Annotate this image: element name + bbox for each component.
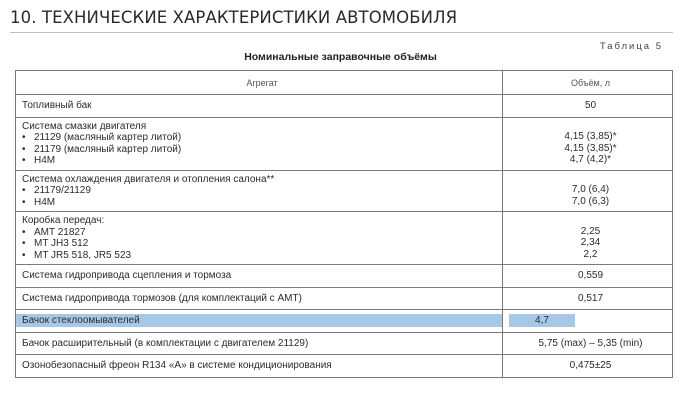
item-text: MT JR5 518, JR5 523 [34, 249, 132, 261]
item-value: 4,15 (3,85)* [564, 131, 617, 142]
table-row [16, 287, 673, 310]
page-title: 10. ТЕХНИЧЕСКИЕ ХАРАКТЕРИСТИКИ АВТОМОБИЛЯ [10, 8, 458, 27]
item-text: 21129 (масляный картер литой) [34, 132, 182, 143]
bullet-icon: • [22, 226, 26, 238]
row-label: Система смазки двигателя [22, 120, 147, 132]
column-header-volume: Объём, л [503, 71, 673, 95]
row-group [16, 170, 503, 212]
title-divider [10, 32, 673, 33]
bullet-icon: • [22, 155, 26, 166]
fill-volumes-table [15, 70, 673, 378]
row-label: Система гидропривода тормозов (для комплектаций с АМТ) [16, 287, 503, 310]
row-value-cell [503, 310, 673, 333]
row-value: 4,7 [509, 314, 575, 327]
row-value: 0,517 [503, 287, 673, 310]
list-item [22, 197, 502, 209]
table-row [16, 117, 673, 170]
bullet-icon: • [22, 238, 26, 249]
row-label: Топливный бак [16, 95, 503, 118]
bullet-icon: • [22, 143, 26, 155]
table-row [16, 265, 673, 288]
table-row [16, 170, 673, 212]
table-row [16, 355, 673, 378]
list-item [22, 144, 502, 156]
table-row [16, 332, 673, 355]
item-text: H4M [34, 155, 56, 166]
item-text: MT JH3 512 [34, 238, 89, 249]
row-values [503, 212, 673, 265]
bullet-icon: • [22, 196, 26, 208]
row-label: Озонобезопасный фреон R134 «А» в системе кондиционирования [16, 355, 503, 378]
row-value: 5,75 (max) – 5,35 (min) [503, 332, 673, 355]
row-label-cell [16, 310, 503, 333]
table-number: Таблица 5 [599, 41, 663, 52]
table-header-row [16, 71, 673, 95]
row-values [503, 117, 673, 170]
item-value: 2,25 [580, 225, 601, 237]
bullet-icon: • [22, 132, 26, 143]
row-value: 0,475±25 [503, 355, 673, 378]
item-value: 2,2 [583, 248, 598, 260]
item-text: AMT 21827 [34, 226, 86, 238]
row-label: Бачок расширительный (в комплектации с двигателем 21129) [16, 332, 503, 355]
item-value: 7,0 (6,3) [571, 195, 610, 207]
list-item [22, 238, 502, 250]
row-label: Система гидропривода сцепления и тормоза [16, 265, 503, 288]
list-item [22, 132, 502, 144]
row-group [16, 212, 503, 265]
item-text: H4M [34, 196, 56, 208]
row-value: 50 [503, 95, 673, 118]
item-value: 4,7 (4,2)* [569, 154, 612, 165]
row-label: Коробка передач: [22, 215, 105, 226]
row-value: 0,559 [503, 265, 673, 288]
row-label: Бачок стеклоомывателей [16, 314, 502, 327]
table-caption: Номинальные заправочные объёмы [244, 51, 437, 63]
item-text: 21179/21129 [34, 185, 91, 196]
bullet-icon: • [22, 185, 26, 196]
list-item [22, 155, 502, 167]
row-values [503, 170, 673, 212]
bullet-icon: • [22, 249, 26, 261]
column-header-aggregate: Агрегат [16, 71, 503, 95]
list-item [22, 227, 502, 239]
item-value: 2,34 [580, 237, 601, 248]
item-text: 21179 (масляный картер литой) [34, 143, 182, 155]
list-item [22, 185, 502, 197]
list-item [22, 250, 502, 262]
table-row [16, 212, 673, 265]
row-group [16, 117, 503, 170]
item-value: 7,0 (6,4) [571, 184, 610, 195]
item-value: 4,15 (3,85)* [564, 142, 617, 154]
table-row [16, 95, 673, 118]
table-row-highlighted [16, 310, 673, 333]
row-label: Система охлаждения двигателя и отопления салона** [22, 173, 275, 185]
